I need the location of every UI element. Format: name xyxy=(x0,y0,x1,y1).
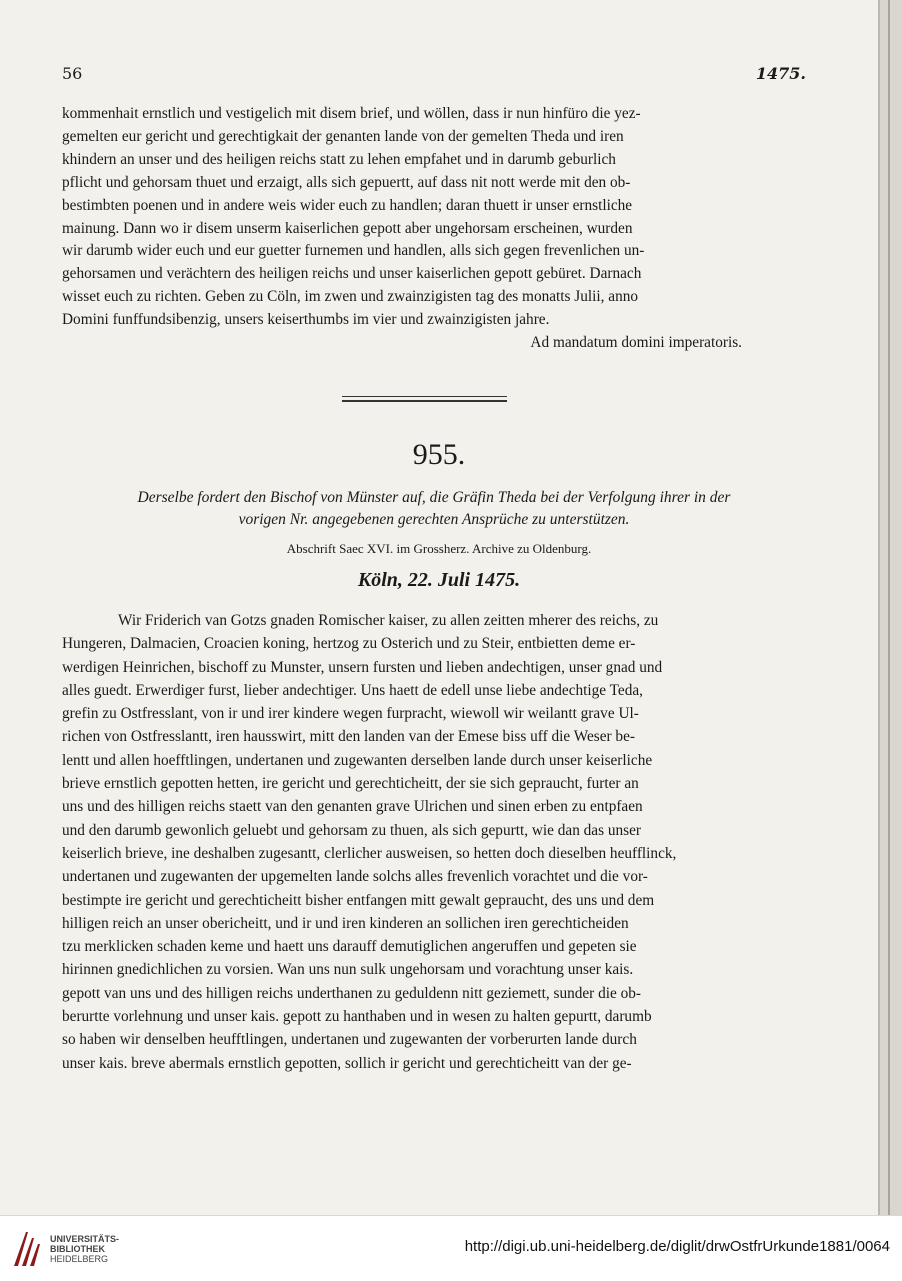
text-line: mainung. Dann wo ir disem unserm kaiserlichen gepott aber ungehorsam erscheinen, wurden xyxy=(62,219,633,237)
summary-line: vorigen Nr. angegebenen gerechten Ansprüche zu unterstützen. xyxy=(238,511,630,528)
library-name-line: UNIVERSITÄTS- xyxy=(50,1234,120,1244)
text-line: berurtte vorlehnung und unser kais. gepott zu hanthaben und in wesen zu halten gepurtt, darumb xyxy=(62,1008,652,1026)
section-divider xyxy=(342,396,507,397)
text-line: lentt und allen hoefftlingen, undertanen und zugewanten derselben lande durch unser keiserliche xyxy=(62,751,653,769)
text-line: werdigen Heinrichen, bischoff zu Munster, unsern fursten und lieben andechtigen, unser gnad und xyxy=(62,658,663,676)
footer-bar xyxy=(0,1215,902,1281)
page-edge xyxy=(878,0,902,1215)
text-line: und den darumb gewonlich geluebt und gehorsam zu thuen, als sich gepurtt, wie dan das unser xyxy=(62,821,642,839)
library-name-line: HEIDELBERG xyxy=(50,1254,109,1264)
text-line: pflicht und gehorsam thuet und erzaigt, alls sich gepuertt, auf dass nit nott werde mit den ob- xyxy=(62,173,631,191)
text-line: undertanen und zugewanten der upgemelten lande solchs alles frevenlich vorachtet und die vor- xyxy=(62,868,648,886)
text-line: tzu merklicken schaden keme und haett uns darauff demutiglichen angeruffen und gepeten sie xyxy=(62,938,637,956)
library-name-line: BIBLIOTHEK xyxy=(50,1244,105,1254)
text-line: brieve ernstlich gepotten hetten, ire gericht und gerechticheitt, der sie sich gepraucht, furter an xyxy=(62,775,639,793)
permalink-url[interactable]: http://digi.ub.uni-heidelberg.de/diglit/drwOstfrUrkunde1881/0064 xyxy=(464,1238,890,1255)
text-line: richen von Ostfresslantt, iren hausswirt, mitt den landen van der Emese biss uff die Weser be- xyxy=(62,728,635,746)
document-summary xyxy=(62,487,806,531)
text-line: uns und des hilligen reichs staett van den genanten grave Ulrichen und sinen erben zu entpfaen xyxy=(62,798,643,816)
source-note: Abschrift Saec XVI. im Grossherz. Archive zu Oldenburg. xyxy=(286,541,592,556)
previous-document-text xyxy=(62,103,804,332)
signature-line: Ad mandatum domini imperatoris. xyxy=(530,334,742,351)
text-line: khindern an unser und des heiligen reichs statt zu lehen empfahet und in darumb geburlich xyxy=(62,150,616,168)
text-line: hilligen reich an unser obericheitt, und ir und iren kinderen an sollichen iren gerechticheiden xyxy=(62,914,629,932)
text-line: Domini funffundsibenzig, unsers keiserthumbs im vier und zwainzigisten jahre. xyxy=(62,311,550,329)
text-line: keiserlich brieve, ine deshalben zugesantt, clerlicher ausweisen, so hetten doch dieselben heufflinck, xyxy=(62,844,677,862)
page-number: 56 xyxy=(62,64,83,83)
university-library-logo-icon xyxy=(12,1228,42,1270)
text-line: grefin zu Ostfresslant, von ir und irer kindere wegen furpracht, wiewoll wir weilantt grave Ul- xyxy=(62,705,639,723)
text-line: Wir Friderich van Gotzs gnaden Romischer kaiser, zu allen zeitten mherer des reichs, zu xyxy=(118,612,659,629)
text-line: wir darumb wider euch und eur guetter furnemen und handlen, alls sich gegen frevenlichen un- xyxy=(62,242,645,260)
text-line: hirinnen gnedichlichen zu vorsien. Wan uns nun sulk ungehorsam und vorachtung unser kais. xyxy=(62,961,634,979)
text-line: gehorsamen und verächtern des heiligen reichs und unser kaiserlichen gepott gebüret. Darnach xyxy=(62,265,642,283)
text-line: bestimpte ire gericht und gerechticheitt bisher entfangen mitt gewalt gepraucht, des uns und dem xyxy=(62,891,655,909)
text-line: unser kais. breve abermals ernstlich gepotten, sollich ir gericht und gerechticheitt van der ge- xyxy=(62,1054,632,1072)
running-year: 1475. xyxy=(755,64,806,83)
text-line: wisset euch zu richten. Geben zu Cöln, im zwen und zwainzigisten tag des monatts Julii, anno xyxy=(62,288,639,306)
document-text xyxy=(62,609,804,1075)
document-number: 955. xyxy=(412,438,466,471)
dateline: Köln, 22. Juli 1475. xyxy=(357,569,521,591)
section-divider xyxy=(342,400,507,402)
summary-line: Derselbe fordert den Bischof von Münster auf, die Gräfin Theda bei der Verfolgung ihrer in der xyxy=(137,489,731,506)
text-line: kommenhait ernstlich und vestigelich mit disem brief, und wöllen, dass ir nun hinfüro die yez- xyxy=(62,105,641,122)
text-line: gemelten eur gericht und gerechtigkait der genanten lande von der gemelten Theda und iren xyxy=(62,127,624,145)
text-line: bestimbten poenen und in andere weis wider euch zu handlen; daran thuett ir unser ernstliche xyxy=(62,196,633,214)
text-line: alles guedt. Erwerdiger furst, lieber andechtiger. Uns haett de edell unse liebe andechtige Teda, xyxy=(62,681,643,699)
text-line: Hungeren, Dalmacien, Croacien koning, hertzog zu Osterich und zu Steir, entbietten deme er- xyxy=(62,635,636,653)
text-line: so haben wir denselben heufftlingen, undertanen und zugewanten der vorberurten lande durch xyxy=(62,1031,637,1049)
text-line: gepott van uns und des hilligen reichs underthanen zu geduldenn nitt geziemett, sunder die ob- xyxy=(62,984,642,1002)
page-header xyxy=(62,64,806,84)
library-name xyxy=(50,1234,119,1264)
